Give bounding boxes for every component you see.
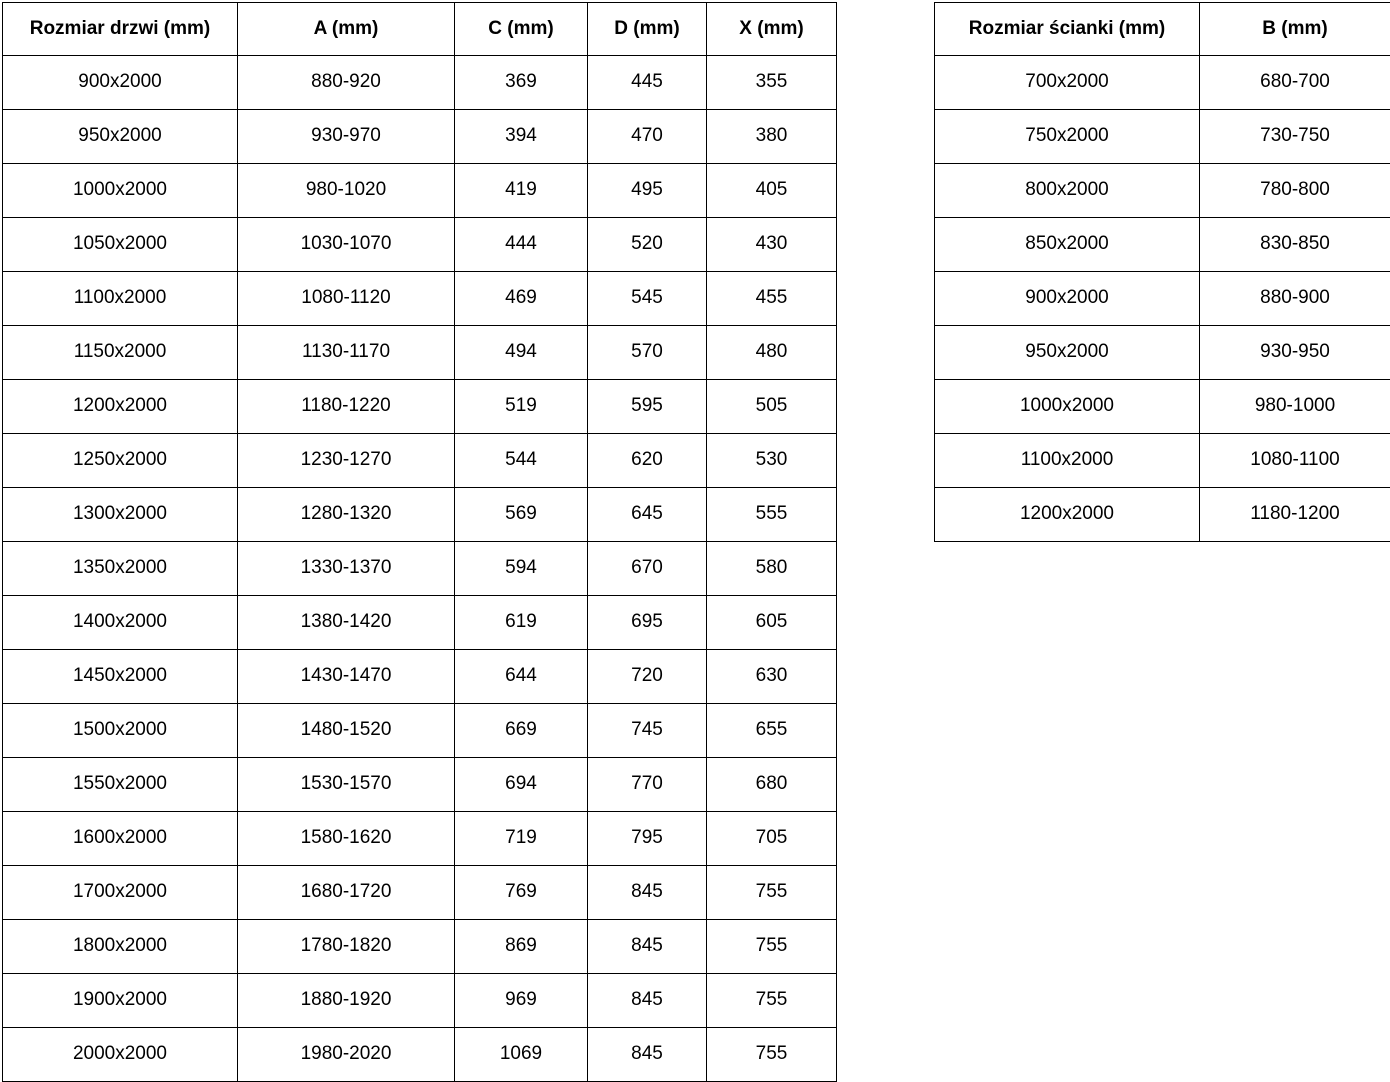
table-cell: 1000x2000 <box>3 164 238 218</box>
table-cell: 1430-1470 <box>238 650 455 704</box>
table-row <box>935 110 1390 164</box>
table-cell: 1230-1270 <box>238 434 455 488</box>
table-row <box>935 326 1390 380</box>
table-cell: 745 <box>588 704 707 758</box>
column-header-d: D (mm) <box>588 3 707 56</box>
table-cell: 1580-1620 <box>238 812 455 866</box>
table-row <box>3 596 837 650</box>
table-cell: 445 <box>588 56 707 110</box>
table-cell: 830-850 <box>1200 218 1390 272</box>
table-cell: 545 <box>588 272 707 326</box>
table-cell: 1180-1200 <box>1200 488 1390 542</box>
table-cell: 1280-1320 <box>238 488 455 542</box>
table-row <box>3 326 837 380</box>
column-header-x: X (mm) <box>707 3 837 56</box>
table-cell: 1200x2000 <box>935 488 1200 542</box>
table-cell: 845 <box>588 1028 707 1082</box>
table-cell: 570 <box>588 326 707 380</box>
table-row <box>935 218 1390 272</box>
table-cell: 845 <box>588 920 707 974</box>
table-row <box>935 488 1390 542</box>
table-cell: 1050x2000 <box>3 218 238 272</box>
table-cell: 670 <box>588 542 707 596</box>
table-row <box>3 110 837 164</box>
table-cell: 555 <box>707 488 837 542</box>
table-cell: 1130-1170 <box>238 326 455 380</box>
table-cell: 750x2000 <box>935 110 1200 164</box>
column-header-a: A (mm) <box>238 3 455 56</box>
table-row <box>3 650 837 704</box>
table-row <box>3 380 837 434</box>
table-row <box>935 380 1390 434</box>
table-cell: 405 <box>707 164 837 218</box>
table-cell: 1550x2000 <box>3 758 238 812</box>
table-row <box>3 56 837 110</box>
table-cell: 850x2000 <box>935 218 1200 272</box>
wall-dimensions-table <box>934 2 1390 542</box>
table-cell: 1530-1570 <box>238 758 455 812</box>
table-row <box>3 866 837 920</box>
doors-dimensions-table <box>2 2 837 1082</box>
column-header-c: C (mm) <box>455 3 588 56</box>
table-cell: 1080-1120 <box>238 272 455 326</box>
table-cell: 544 <box>455 434 588 488</box>
table-row <box>3 920 837 974</box>
table-cell: 680 <box>707 758 837 812</box>
table-cell: 419 <box>455 164 588 218</box>
table-row <box>3 704 837 758</box>
column-header-b: B (mm) <box>1200 3 1390 56</box>
table-cell: 900x2000 <box>935 272 1200 326</box>
table-cell: 694 <box>455 758 588 812</box>
column-header-door-size: Rozmiar drzwi (mm) <box>3 3 238 56</box>
table-row <box>3 272 837 326</box>
table-cell: 780-800 <box>1200 164 1390 218</box>
table-cell: 594 <box>455 542 588 596</box>
table-cell: 950x2000 <box>935 326 1200 380</box>
table-cell: 705 <box>707 812 837 866</box>
table-cell: 1350x2000 <box>3 542 238 596</box>
table-cell: 1030-1070 <box>238 218 455 272</box>
table-row <box>3 542 837 596</box>
table-cell: 394 <box>455 110 588 164</box>
table-cell: 1000x2000 <box>935 380 1200 434</box>
table-cell: 380 <box>707 110 837 164</box>
table-row <box>3 488 837 542</box>
table-cell: 720 <box>588 650 707 704</box>
table-cell: 1900x2000 <box>3 974 238 1028</box>
table-cell: 845 <box>588 866 707 920</box>
table-header-row <box>935 3 1390 56</box>
table-cell: 769 <box>455 866 588 920</box>
table-cell: 900x2000 <box>3 56 238 110</box>
table-cell: 1200x2000 <box>3 380 238 434</box>
table-row <box>3 434 837 488</box>
table-cell: 1880-1920 <box>238 974 455 1028</box>
table-cell: 1180-1220 <box>238 380 455 434</box>
column-header-wall-size: Rozmiar ścianki (mm) <box>935 3 1200 56</box>
table-cell: 1800x2000 <box>3 920 238 974</box>
table-cell: 1400x2000 <box>3 596 238 650</box>
table-row <box>935 164 1390 218</box>
table-cell: 1300x2000 <box>3 488 238 542</box>
table-cell: 1100x2000 <box>935 434 1200 488</box>
table-cell: 755 <box>707 974 837 1028</box>
table-cell: 1080-1100 <box>1200 434 1390 488</box>
table-cell: 680-700 <box>1200 56 1390 110</box>
table-row <box>935 434 1390 488</box>
table-cell: 569 <box>455 488 588 542</box>
table-row <box>3 812 837 866</box>
table-row <box>3 974 837 1028</box>
table-cell: 455 <box>707 272 837 326</box>
table-cell: 930-970 <box>238 110 455 164</box>
table-cell: 1450x2000 <box>3 650 238 704</box>
table-cell: 520 <box>588 218 707 272</box>
table-cell: 980-1000 <box>1200 380 1390 434</box>
table-cell: 530 <box>707 434 837 488</box>
table-row <box>935 272 1390 326</box>
table-cell: 930-950 <box>1200 326 1390 380</box>
table-cell: 1680-1720 <box>238 866 455 920</box>
table-cell: 1700x2000 <box>3 866 238 920</box>
table-row <box>935 56 1390 110</box>
table-cell: 795 <box>588 812 707 866</box>
table-cell: 580 <box>707 542 837 596</box>
table-cell: 644 <box>455 650 588 704</box>
table-cell: 1380-1420 <box>238 596 455 650</box>
table-cell: 369 <box>455 56 588 110</box>
table-cell: 519 <box>455 380 588 434</box>
table-cell: 880-920 <box>238 56 455 110</box>
table-cell: 494 <box>455 326 588 380</box>
table-cell: 695 <box>588 596 707 650</box>
table-cell: 1780-1820 <box>238 920 455 974</box>
table-cell: 1250x2000 <box>3 434 238 488</box>
table-cell: 1600x2000 <box>3 812 238 866</box>
table-cell: 470 <box>588 110 707 164</box>
table-cell: 669 <box>455 704 588 758</box>
table-cell: 800x2000 <box>935 164 1200 218</box>
table-cell: 755 <box>707 920 837 974</box>
table-cell: 770 <box>588 758 707 812</box>
table-header-row <box>3 3 837 56</box>
table-cell: 1330-1370 <box>238 542 455 596</box>
table-cell: 605 <box>707 596 837 650</box>
table-cell: 595 <box>588 380 707 434</box>
table-cell: 950x2000 <box>3 110 238 164</box>
table-cell: 700x2000 <box>935 56 1200 110</box>
table-cell: 980-1020 <box>238 164 455 218</box>
table-cell: 2000x2000 <box>3 1028 238 1082</box>
table-cell: 620 <box>588 434 707 488</box>
table-cell: 1480-1520 <box>238 704 455 758</box>
table-cell: 869 <box>455 920 588 974</box>
table-cell: 1980-2020 <box>238 1028 455 1082</box>
table-cell: 495 <box>588 164 707 218</box>
table-cell: 655 <box>707 704 837 758</box>
table-cell: 730-750 <box>1200 110 1390 164</box>
table-cell: 1500x2000 <box>3 704 238 758</box>
table-row <box>3 758 837 812</box>
table-cell: 505 <box>707 380 837 434</box>
table-cell: 430 <box>707 218 837 272</box>
table-cell: 1100x2000 <box>3 272 238 326</box>
table-cell: 619 <box>455 596 588 650</box>
table-cell: 480 <box>707 326 837 380</box>
table-row <box>3 1028 837 1082</box>
table-cell: 845 <box>588 974 707 1028</box>
table-cell: 355 <box>707 56 837 110</box>
table-cell: 444 <box>455 218 588 272</box>
table-cell: 880-900 <box>1200 272 1390 326</box>
table-cell: 719 <box>455 812 588 866</box>
table-cell: 630 <box>707 650 837 704</box>
table-cell: 969 <box>455 974 588 1028</box>
table-cell: 645 <box>588 488 707 542</box>
table-cell: 469 <box>455 272 588 326</box>
table-row <box>3 218 837 272</box>
table-cell: 1150x2000 <box>3 326 238 380</box>
table-cell: 755 <box>707 866 837 920</box>
table-cell: 755 <box>707 1028 837 1082</box>
table-cell: 1069 <box>455 1028 588 1082</box>
table-row <box>3 164 837 218</box>
